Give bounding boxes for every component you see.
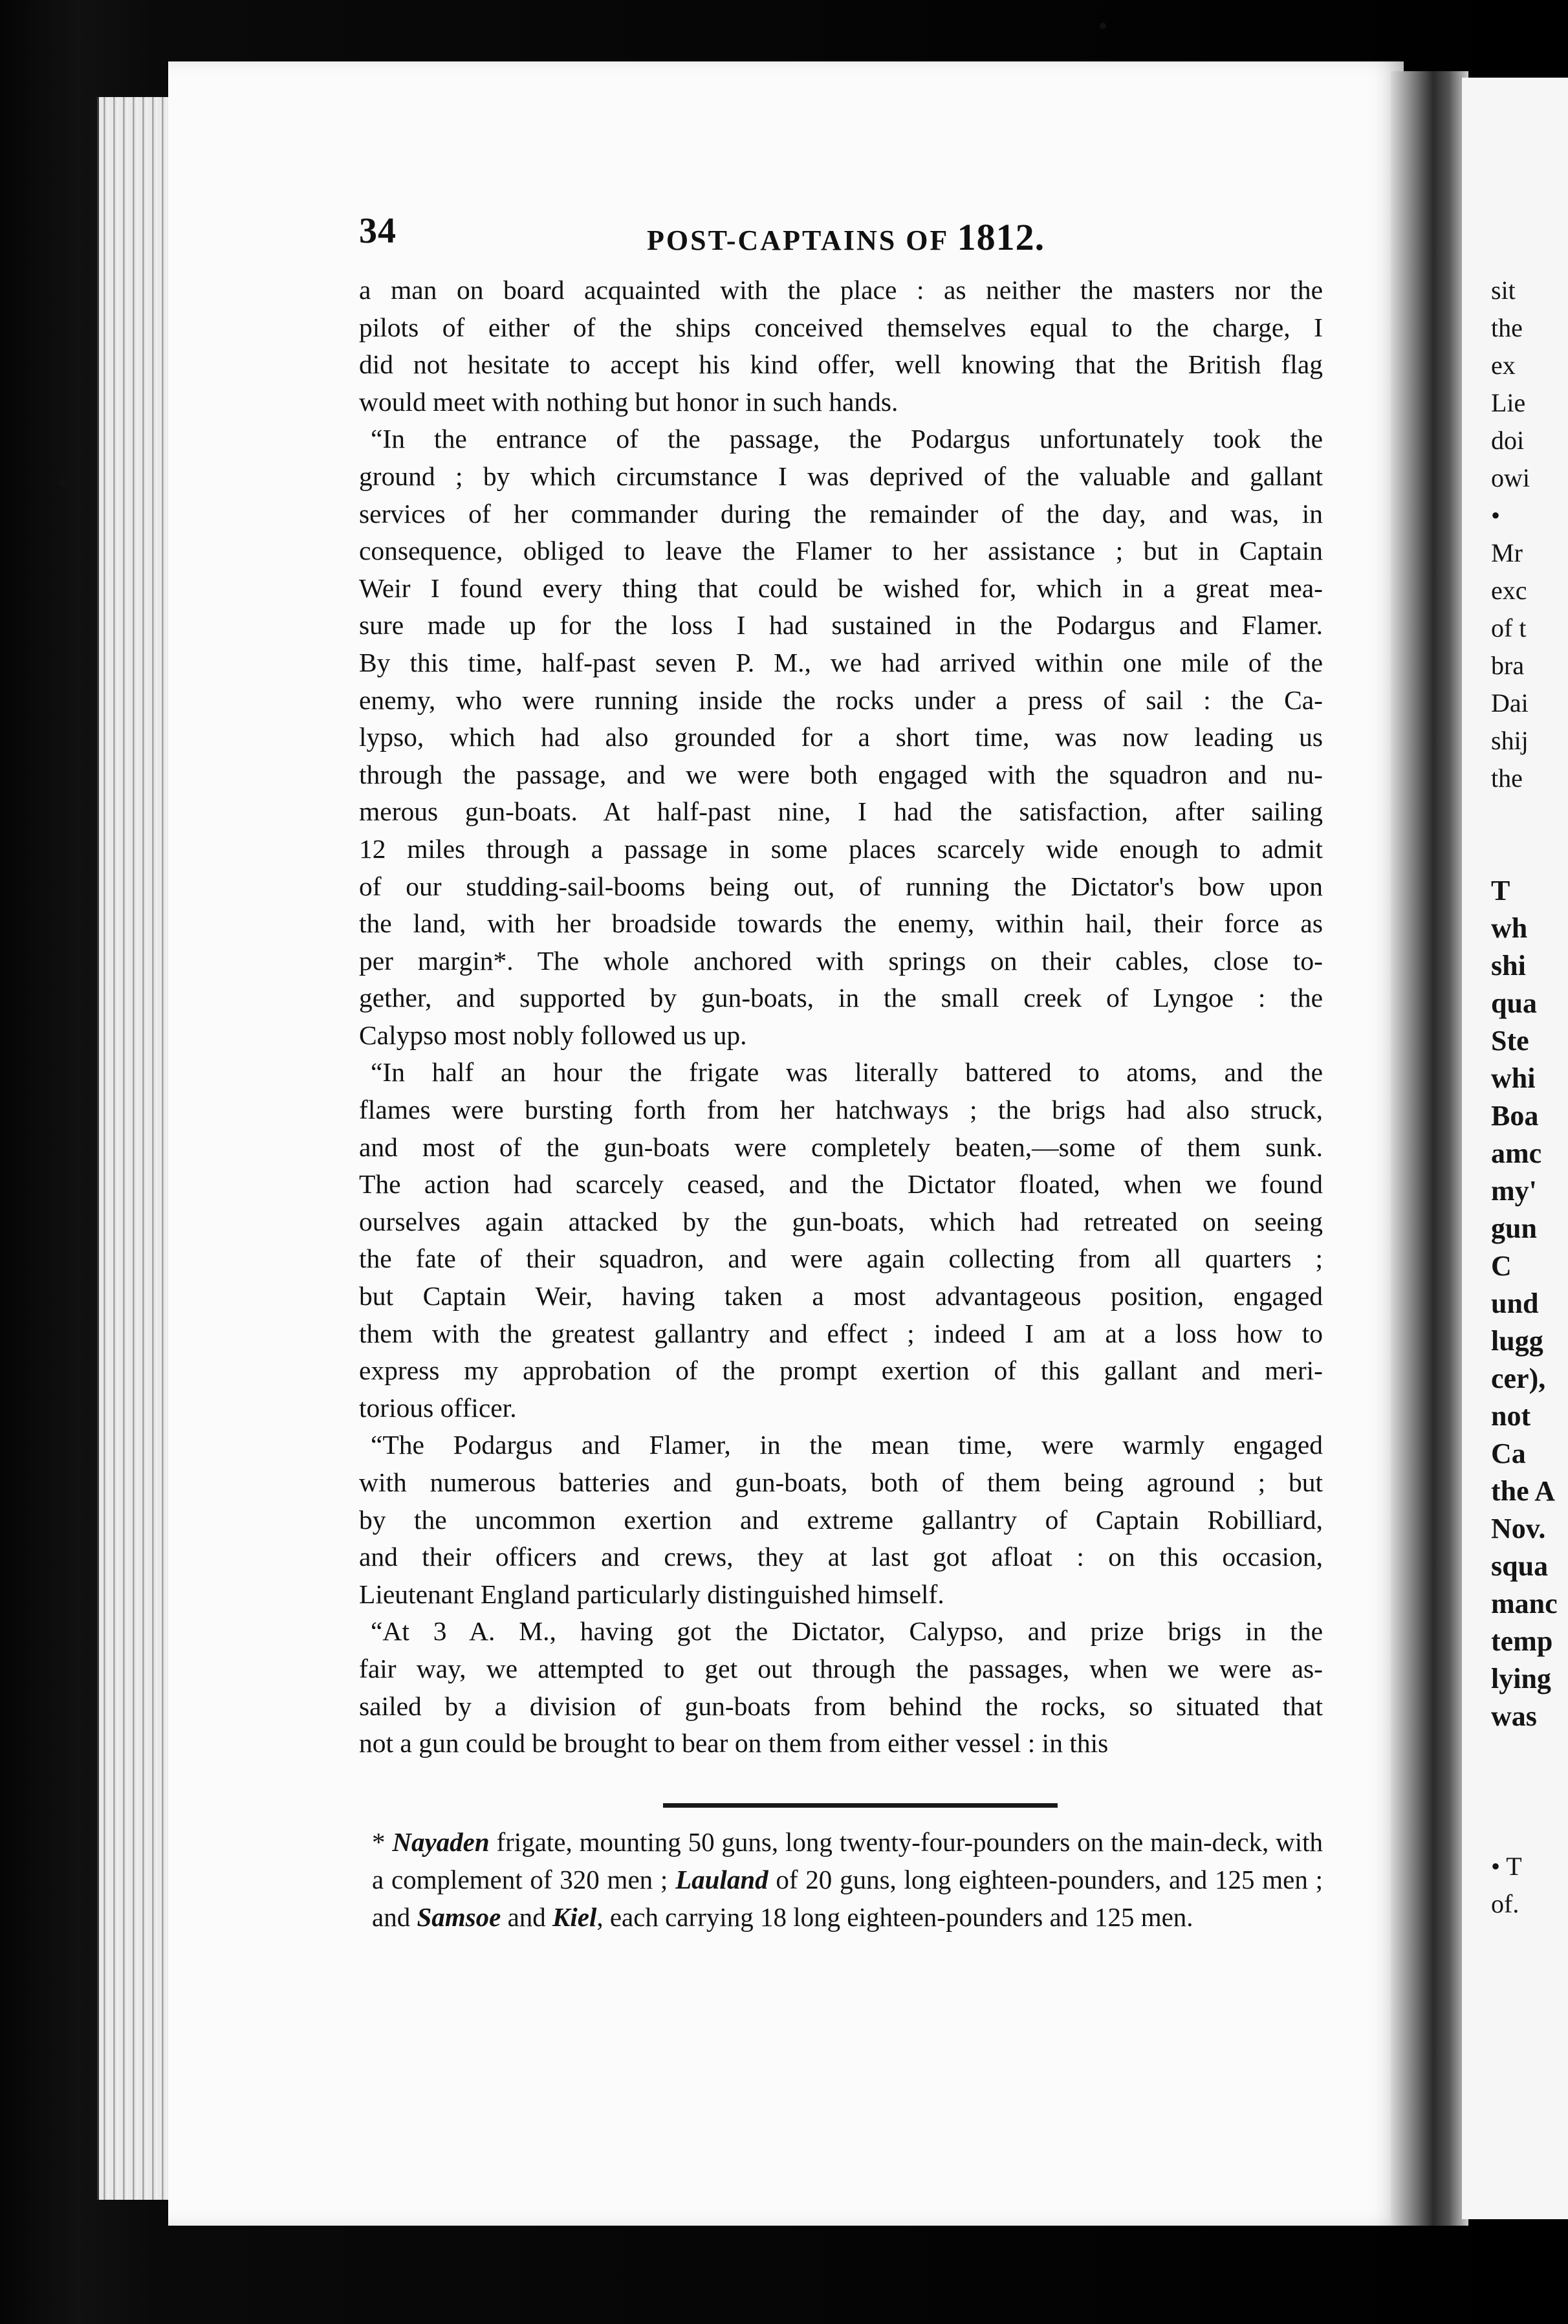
text-line: through the passage, and we were both engaged with the squadron and nu- <box>359 759 1323 789</box>
text-line: By this time, half-past seven P. M., we had arrived within one mile of the <box>359 647 1323 677</box>
footnote-rule <box>663 1803 1058 1808</box>
text-line: a man on board acquainted with the place : as neither the masters nor the <box>359 275 1323 305</box>
facing-text-fragment: ex <box>1491 351 1516 380</box>
page-number: 34 <box>359 211 397 251</box>
footnote-marker: * <box>372 1827 393 1857</box>
facing-text-fragment: Lie <box>1491 388 1526 417</box>
facing-text-fragment: not <box>1491 1400 1531 1432</box>
text-line: torious officer. <box>359 1392 517 1423</box>
facing-text-fragment: • T <box>1491 1852 1522 1881</box>
facing-text-fragment: the <box>1491 763 1523 793</box>
facing-gap <box>1491 1773 1568 1810</box>
facing-text-fragment: T <box>1491 875 1510 906</box>
facing-text-fragment: shi <box>1491 950 1526 981</box>
text-line: by the uncommon exertion and extreme gallantry of Captain Robilliard, <box>359 1504 1323 1535</box>
text-line: of our studding-sail-booms being out, of running the Dictator's bow upon <box>359 871 1323 901</box>
facing-text-fragment: manc <box>1491 1588 1558 1619</box>
text-line: would meet with nothing but honor in such hands. <box>359 386 898 417</box>
facing-text-fragment: exc <box>1491 576 1527 605</box>
facing-text-fragment: Ca <box>1491 1438 1526 1469</box>
text-line: the land, with her broadside towards the enemy, within hail, their force as <box>359 908 1323 939</box>
text-line: sailed by a division of gun-boats from behind the rocks, so situated that <box>359 1691 1323 1721</box>
text-line: per margin*. The whole anchored with springs on their cables, close to- <box>359 945 1323 976</box>
text-line: Lieutenant England particularly distinguished himself. <box>359 1579 944 1609</box>
facing-text-fragment: squa <box>1491 1550 1549 1582</box>
text-line: lypso, which had also grounded for a short time, was now leading us <box>359 722 1323 752</box>
facing-text-fragment: • <box>1491 501 1501 530</box>
facing-page-text <box>1491 272 1568 1923</box>
text-line: but Captain Weir, having taken a most advantageous position, engaged <box>359 1281 1323 1311</box>
text-line: express my approbation of the prompt exertion of this gallant and meri- <box>359 1355 1323 1386</box>
facing-text-fragment: the A <box>1491 1475 1555 1507</box>
text-line: 12 miles through a passage in some places scarcely wide enough to admit <box>359 833 1323 864</box>
facing-gap <box>1491 797 1568 835</box>
text-line: enemy, who were running inside the rocks under a press of sail : the Ca- <box>359 685 1323 715</box>
running-head-title: POST-CAPTAINS OF <box>647 225 957 256</box>
facing-gap <box>1491 835 1568 872</box>
facing-text-fragment: of. <box>1491 1889 1519 1918</box>
text-line: the fate of their squadron, and were again collecting from all quarters ; <box>359 1244 1323 1274</box>
facing-text-fragment: qua <box>1491 987 1537 1019</box>
scan-speck <box>1100 23 1106 29</box>
facing-text-fragment: cer), <box>1491 1363 1546 1394</box>
footnote-ship-name: Samsoe <box>417 1902 501 1932</box>
facing-text-fragment: was <box>1491 1700 1537 1732</box>
facing-text-fragment: lugg <box>1491 1325 1543 1357</box>
text-line: “At 3 A. M., having got the Dictator, Calypso, and prize brigs in the <box>371 1616 1323 1647</box>
text-line: Calypso most nobly followed us up. <box>359 1020 747 1050</box>
page-header <box>359 210 1329 262</box>
running-head-year: 1812. <box>957 216 1045 258</box>
text-line: Weir I found every thing that could be wished for, which in a great mea- <box>359 573 1323 603</box>
text-line: merous gun-boats. At half-past nine, I had the satisfaction, after sailing <box>359 796 1323 827</box>
text-line: not a gun could be brought to bear on them from either vessel : in this <box>359 1728 1109 1759</box>
text-line: flames were bursting forth from her hatchways ; the brigs had also struck, <box>359 1095 1323 1125</box>
facing-text-fragment: owi <box>1491 463 1530 492</box>
facing-gap <box>1491 1735 1568 1773</box>
facing-gap <box>1491 1810 1568 1848</box>
text-line: sure made up for the loss I had sustained in the Podargus and Flamer. <box>359 610 1323 641</box>
book-gutter <box>1391 71 1468 2226</box>
text-line: consequence, obliged to leave the Flamer to her assistance ; but in Captain <box>359 536 1323 566</box>
facing-text-fragment: Ste <box>1491 1025 1529 1057</box>
facing-text-fragment: wh <box>1491 912 1528 944</box>
facing-text-fragment: whi <box>1491 1062 1536 1094</box>
footnote-text: frigate, mounting 50 guns, long twenty-four-pounders on the main-deck, with a complement of 320 men ; <box>372 1827 1323 1894</box>
footnote-ship-name: Kiel <box>552 1902 597 1932</box>
facing-text-fragment: bra <box>1491 651 1525 680</box>
facing-text-fragment: the <box>1491 313 1523 342</box>
facing-text-fragment: Boa <box>1491 1100 1539 1132</box>
facing-text-fragment: Nov. <box>1491 1513 1546 1544</box>
text-line: gether, and supported by gun-boats, in the small creek of Lyngoe : the <box>359 983 1323 1013</box>
text-line: “In half an hour the frigate was literally battered to atoms, and the <box>371 1057 1323 1088</box>
text-line: did not hesitate to accept his kind offer, well knowing that the British flag <box>359 349 1323 380</box>
scan-speck <box>58 479 69 487</box>
text-line: ourselves again attacked by the gun-boats, which had retreated on seeing <box>359 1206 1323 1236</box>
facing-text-fragment: sit <box>1491 276 1516 305</box>
facing-text-fragment: Dai <box>1491 688 1529 718</box>
text-line: The action had scarcely ceased, and the Dictator floated, when we found <box>359 1169 1323 1200</box>
facing-text-fragment: und <box>1491 1288 1539 1319</box>
footnote <box>372 1823 1323 1936</box>
footnote-text: of 20 guns, long eighteen-pounders, and 125 men ; and <box>372 1865 1323 1932</box>
footnote-text: and <box>501 1902 553 1932</box>
footnote-text: , each carrying 18 long eighteen-pounders and 125 men. <box>596 1902 1193 1932</box>
facing-text-fragment: amc <box>1491 1137 1542 1169</box>
text-line: fair way, we attempted to get out through the passages, when we were as- <box>359 1653 1323 1683</box>
text-line: them with the greatest gallantry and effect ; indeed I am at a loss how to <box>359 1318 1323 1348</box>
text-line: services of her commander during the remainder of the day, and was, in <box>359 498 1323 529</box>
facing-text-fragment: lying <box>1491 1663 1551 1694</box>
text-line: “In the entrance of the passage, the Podargus unfortunately took the <box>371 424 1323 454</box>
running-head <box>647 215 1045 259</box>
facing-text-fragment: shij <box>1491 726 1529 755</box>
text-line: and most of the gun-boats were completely beaten,—some of them sunk. <box>359 1132 1323 1162</box>
text-line: with numerous batteries and gun-boats, both of them being aground ; but <box>359 1467 1323 1497</box>
text-line: and their officers and crews, they at last got afloat : on this occasion, <box>359 1542 1323 1572</box>
text-line: ground ; by which circumstance I was deprived of the valuable and gallant <box>359 461 1323 491</box>
facing-text-fragment: C <box>1491 1250 1512 1282</box>
facing-text-fragment: doi <box>1491 426 1525 455</box>
footnote-ship-name: Lauland <box>675 1865 768 1894</box>
text-line: pilots of either of the ships conceived themselves equal to the charge, I <box>359 312 1323 342</box>
facing-text-fragment: gun <box>1491 1212 1537 1244</box>
text-line: “The Podargus and Flamer, in the mean time, were warmly engaged <box>371 1430 1323 1460</box>
facing-text-fragment: temp <box>1491 1625 1553 1657</box>
facing-text-fragment: Mr <box>1491 538 1523 567</box>
facing-text-fragment: of t <box>1491 613 1527 642</box>
facing-text-fragment: my' <box>1491 1175 1537 1207</box>
body-text <box>359 272 1323 1762</box>
footnote-ship-name: Nayaden <box>392 1827 490 1857</box>
